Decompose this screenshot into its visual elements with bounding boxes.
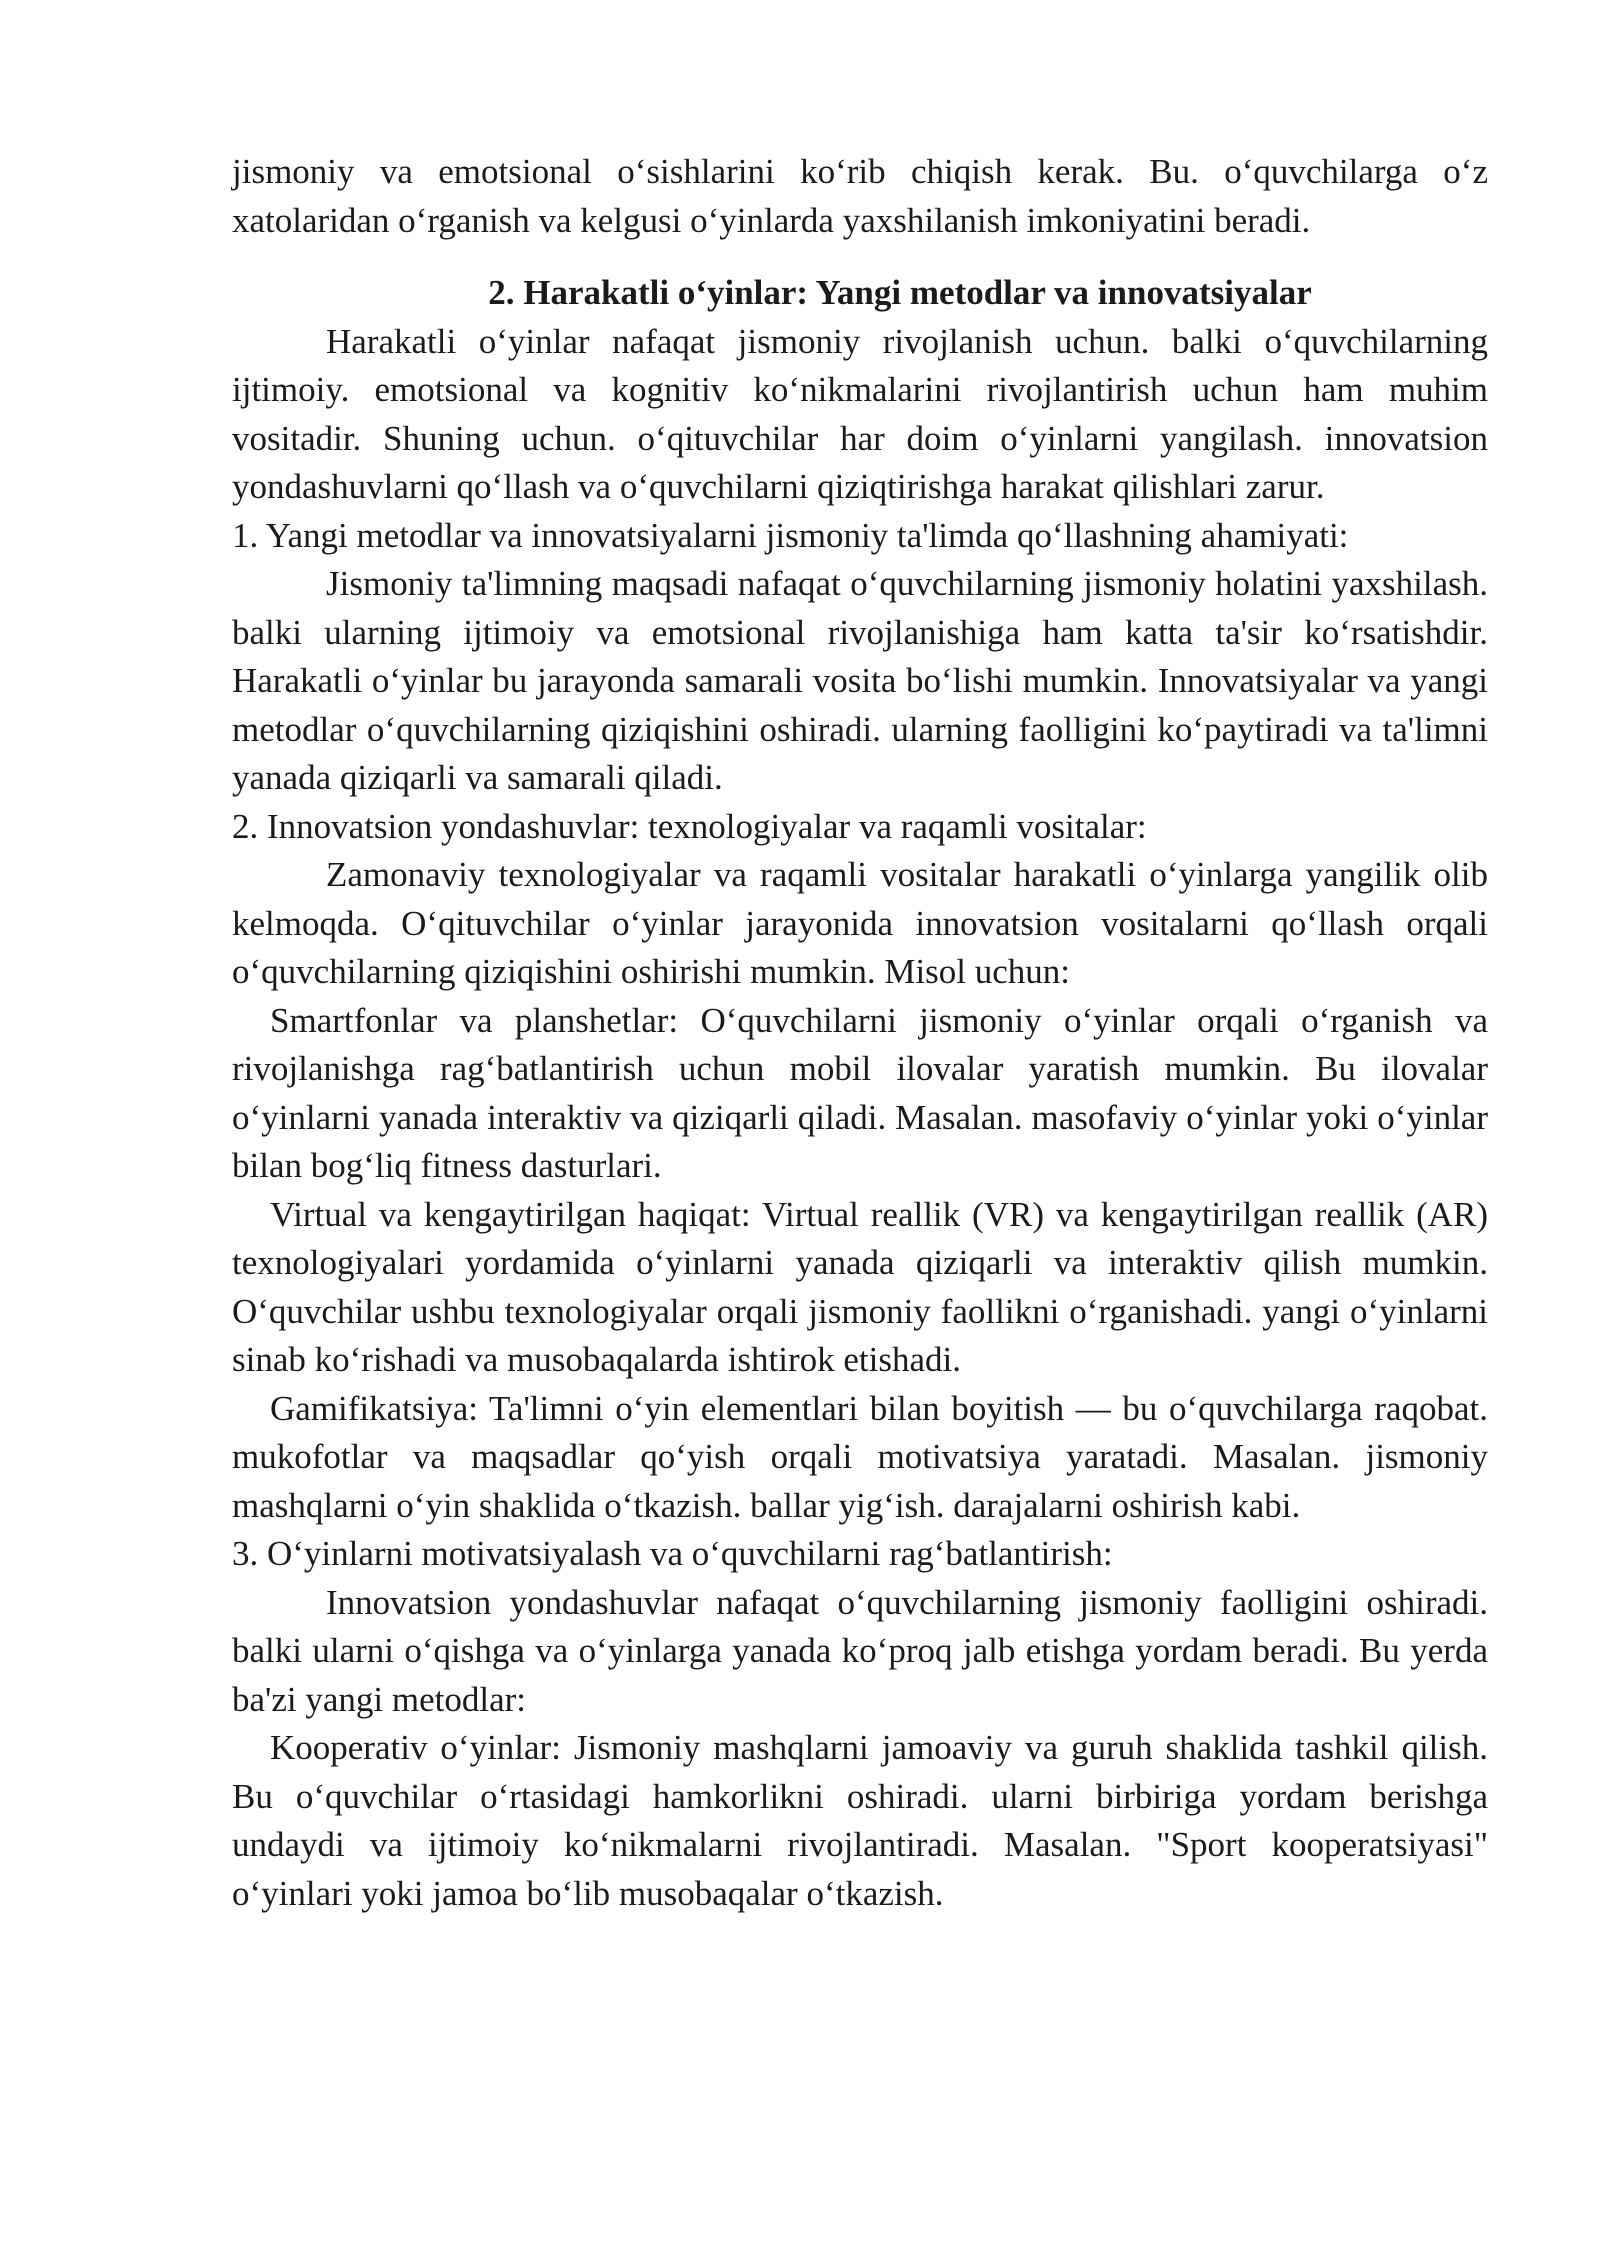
subheading-yangi-metodlar: 1. Yangi metodlar va innovatsiyalarni jismoniy ta'limda qo‘llashning ahamiyati: (232, 515, 1349, 555)
paragraph-virtual-reallik: Virtual va kengaytirilgan haqiqat: Virtual reallik (VR) va kengaytirilgan reallik (AR) texnologiyalari yordamida o‘yinlarni yanada qiziqarli va interaktiv qilish mumkin. O‘quvchilar ushbu texnologiyalar orqali jismoniy faollikni o‘rganishadi. yangi o‘yinlarni sinab ko‘rishadi va musobaqalarda ishtirok etishadi. (232, 1194, 1488, 1379)
section-heading: 2. Harakatli o‘yinlar: Yangi metodlar va innovatsiyalar (488, 273, 1312, 312)
paragraph-zamonaviy-texnologiyalar: Zamonaviy texnologiyalar va raqamli vositalar harakatli o‘yinlarga yangilik olib kelmoqda. O‘qituvchilar o‘yinlar jarayonida innovatsion vositalarni qo‘llash orqali o‘quvchilarning qiziqishini oshirishi mumkin. Misol uchun: (232, 855, 1488, 991)
intro-paragraph: jismoniy va emotsional o‘sishlarini ko‘rib chiqish kerak. Bu. o‘quvchilarga o‘z xatolaridan o‘rganish va kelgusi o‘yinlarda yaxshilanish imkoniyatini beradi. (232, 152, 1488, 240)
paragraph-harakatli-oyinlar: Harakatli o‘yinlar nafaqat jismoniy rivojlanish uchun. balki o‘quvchilarning ijtimoiy. emotsional va kognitiv ko‘nikmalarini rivojlantirish uchun ham muhim vositadir. Shuning uchun. o‘qituvchilar har doim o‘yinlarni yangilash. innovatsion yondashuvlarni qo‘llash va o‘quvchilarni qiziqtirishga harakat qilishlari zarur. (232, 321, 1488, 506)
paragraph-jismoniy-talim: Jismoniy ta'limning maqsadi nafaqat o‘quvchilarning jismoniy holatini yaxshilash. balki ularning ijtimoiy va emotsional rivojlanishiga ham katta ta'sir ko‘rsatishdir. Harakatli o‘yinlar bu jarayonda samarali vosita bo‘lishi mumkin. Innovatsiyalar va yangi metodlar o‘quvchilarning qiziqishini oshiradi. ularning faolligini ko‘paytiradi va ta'limni yanada qiziqarli va samarali qiladi. (232, 564, 1488, 797)
paragraph-innovatsion-yondashuvlar: Innovatsion yondashuvlar nafaqat o‘quvchilarning jismoniy faolligini oshiradi. balki ularni o‘qishga va o‘yinlarga yanada ko‘proq jalb etishga yordam beradi. Bu yerda ba'zi yangi metodlar: (232, 1582, 1488, 1719)
subheading-motivatsiyalash: 3. O‘yinlarni motivatsiyalash va o‘quvchilarni rag‘batlantirish: (232, 1534, 1113, 1573)
paragraph-gamifikatsiya: Gamifikatsiya: Ta'limni o‘yin elementlari bilan boyitish — bu o‘quvchilarga raqobat. mukofotlar va maqsadlar qo‘yish orqali motivatsiya yaratadi. Masalan. jismoniy mashqlarni o‘yin shaklida o‘tkazish. ballar yig‘ish. darajalarni oshirish kabi. (232, 1388, 1488, 1525)
paragraph-smartfonlar: Smartfonlar va planshetlar: O‘quvchilarni jismoniy o‘yinlar orqali o‘rganish va rivojlanishga rag‘batlantirish uchun mobil ilovalar yaratish mumkin. Bu ilovalar o‘yinlarni yanada interaktiv va qiziqarli qiladi. Masalan. masofaviy o‘yinlar yoki o‘yinlar bilan bog‘liq fitness dasturlari. (232, 1000, 1488, 1185)
subheading-innovatsion-yondashuvlar: 2. Innovatsion yondashuvlar: texnologiyalar va raqamli vositalar: (232, 806, 1147, 846)
document-page (232, 148, 1488, 1918)
paragraph-kooperativ-oyinlar: Kooperativ o‘yinlar: Jismoniy mashqlarni jamoaviy va guruh shaklida tashkil qilish. Bu o‘quvchilar o‘rtasidagi hamkorlikni oshiradi. ularni birbiriga yordam berishga undaydi va ijtimoiy ko‘nikmalarni rivojlantiradi. Masalan. "Sport kooperatsiyasi" o‘yinlari yoki jamoa bo‘lib musobaqalar o‘tkazish. (232, 1728, 1488, 1913)
